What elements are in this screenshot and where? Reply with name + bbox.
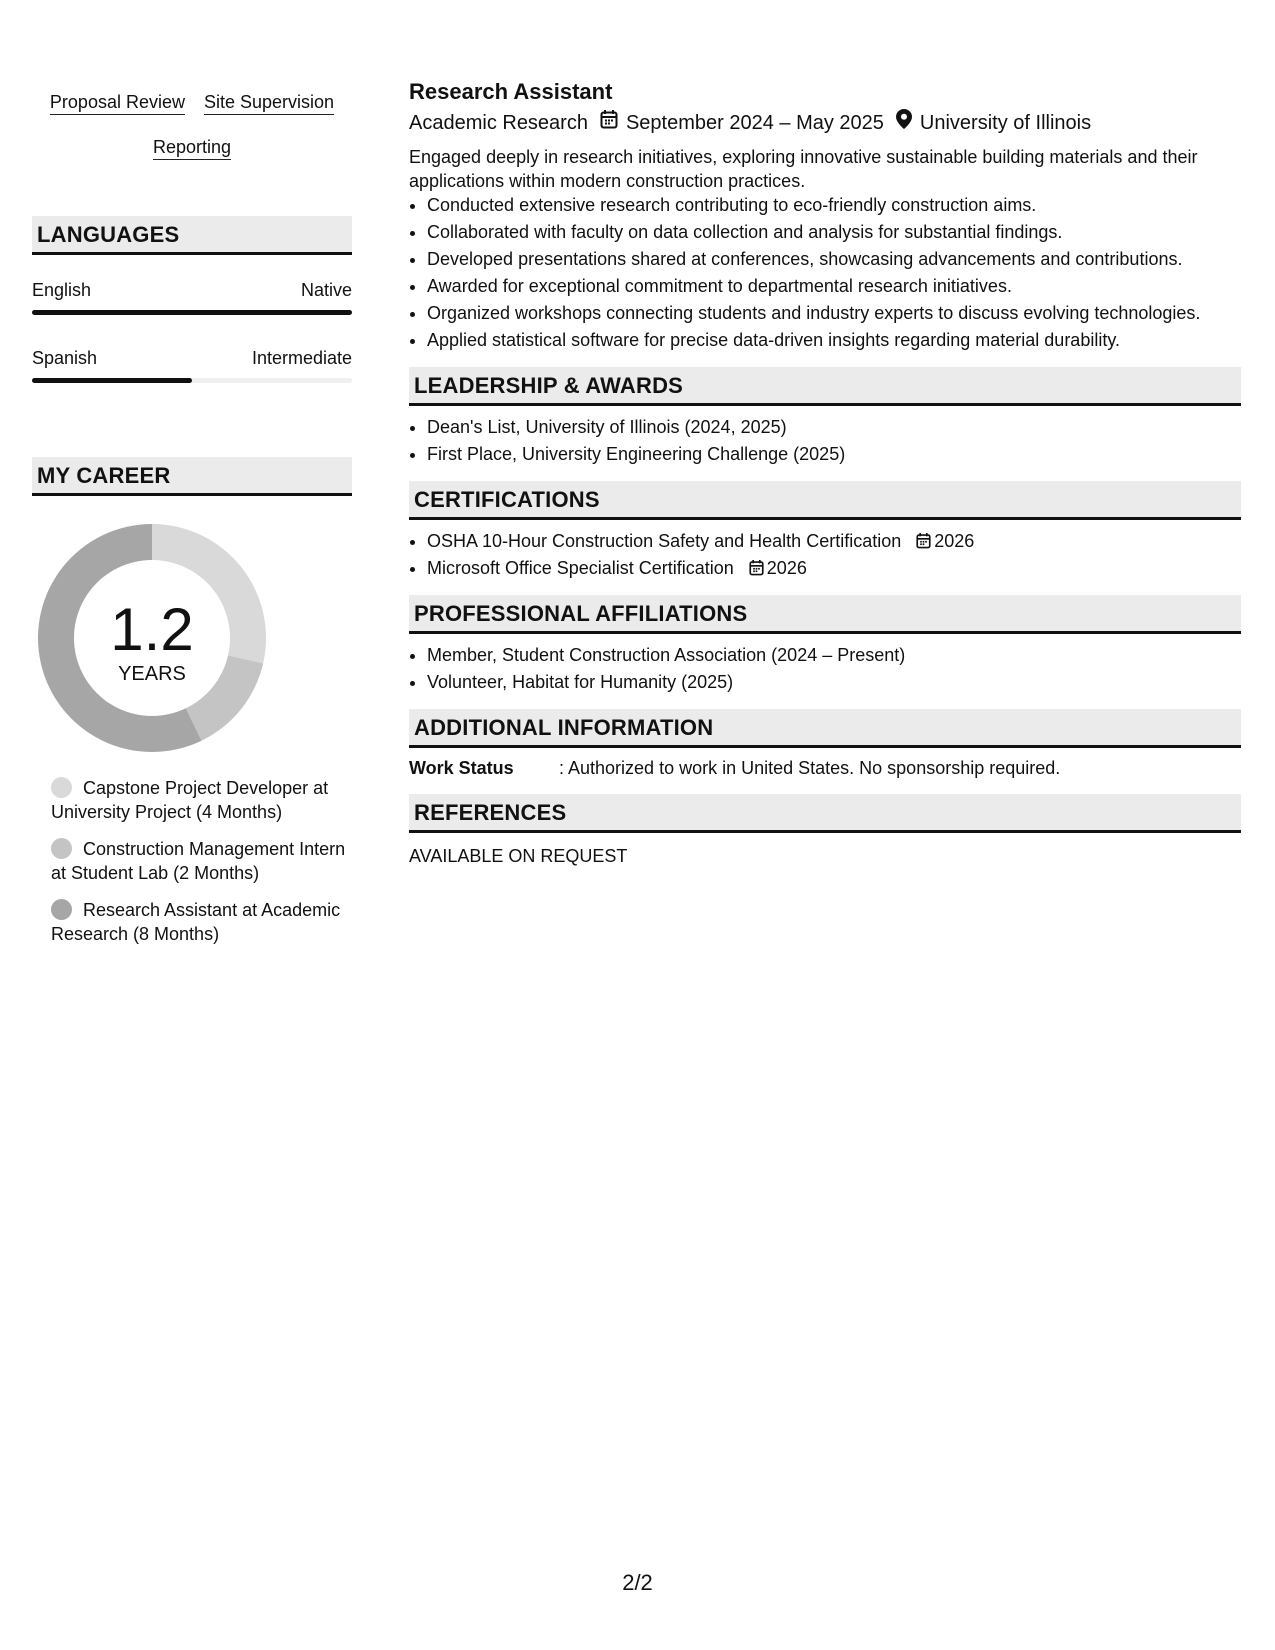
- career-total: 1.2: [110, 596, 194, 663]
- languages-section: [32, 216, 352, 383]
- section-heading: LANGUAGES: [32, 216, 352, 255]
- skill-tag: Reporting: [153, 135, 231, 160]
- legend-item: [32, 776, 352, 824]
- certifications-section: [409, 481, 1241, 580]
- list-item: • Collaborated with faculty on data collection and analysis for substantial findings.: [427, 220, 1241, 244]
- references-text: AVAILABLE ON REQUEST: [409, 846, 628, 866]
- list-item: [427, 556, 1241, 580]
- career-unit: YEARS: [118, 663, 186, 685]
- list-item: • Member, Student Construction Association (2024 – Present): [427, 643, 1241, 667]
- job-description: Engaged deeply in research initiatives, exploring innovative sustainable building materials and their applications within modern construction practices.: [409, 147, 1198, 191]
- job-title: Research Assistant: [409, 79, 613, 104]
- legend-dot: [51, 899, 72, 920]
- affiliations-section: [409, 595, 1241, 694]
- job-dates: September 2024 – May 2025: [625, 112, 884, 134]
- job-meta: [409, 109, 1241, 137]
- calendar-icon: [600, 109, 618, 137]
- list-item: • Conducted extensive research contributing to eco-friendly construction aims.: [427, 193, 1241, 217]
- map-pin-icon: [896, 109, 912, 137]
- list-item: • Volunteer, Habitat for Humanity (2025): [427, 670, 1241, 694]
- list-item: [427, 529, 1241, 553]
- experience-entry: [409, 78, 1241, 352]
- career-legend: [32, 776, 352, 946]
- list-item: • Awarded for exceptional commitment to departmental research initiatives.: [427, 274, 1241, 298]
- proficiency-bar-fill: [32, 310, 352, 315]
- legend-label: Research Assistant at Academic Research (8 Months): [51, 900, 341, 944]
- career-section: [32, 457, 352, 946]
- section-heading: ADDITIONAL INFORMATION: [409, 709, 1241, 748]
- certification-year: 2026: [934, 531, 975, 551]
- left-column: [32, 80, 352, 959]
- donut-center: [32, 518, 272, 758]
- language-item: [32, 347, 352, 383]
- legend-item: [32, 837, 352, 885]
- skills-tags: [32, 80, 352, 170]
- legend-item: [32, 898, 352, 946]
- right-column: [409, 78, 1241, 868]
- certification-year: 2026: [766, 558, 807, 578]
- language-item: [32, 279, 352, 315]
- career-donut-chart: [32, 518, 352, 758]
- proficiency-bar: [32, 310, 352, 315]
- list-item: • Applied statistical software for precise data-driven insights regarding material durability.: [427, 328, 1241, 352]
- legend-dot: [51, 838, 72, 859]
- section-heading: MY CAREER: [32, 457, 352, 496]
- language-name: Spanish: [32, 348, 98, 368]
- leadership-section: [409, 367, 1241, 466]
- calendar-icon: [916, 532, 931, 549]
- info-row: [409, 756, 1241, 780]
- info-label: Work Status: [409, 758, 514, 778]
- job-location: University of Illinois: [919, 112, 1092, 134]
- legend-label: Capstone Project Developer at University Project (4 Months): [51, 778, 329, 822]
- proficiency-bar: [32, 378, 352, 383]
- certification-name: OSHA 10-Hour Construction Safety and Health Certification: [427, 531, 902, 551]
- page-number: 2/2: [622, 1570, 653, 1595]
- company-name: Academic Research: [409, 112, 588, 134]
- language-level: Native: [300, 280, 352, 300]
- list-item: • Organized workshops connecting students and industry experts to discuss evolving technologies.: [427, 301, 1241, 325]
- list-item: • Dean's List, University of Illinois (2024, 2025): [427, 415, 1241, 439]
- info-value: : Authorized to work in United States. No sponsorship required.: [559, 758, 1061, 778]
- certification-name: Microsoft Office Specialist Certification: [427, 558, 734, 578]
- language-name: English: [32, 280, 92, 300]
- section-heading: LEADERSHIP & AWARDS: [409, 367, 1241, 406]
- calendar-icon: [749, 559, 764, 576]
- list-item: • First Place, University Engineering Challenge (2025): [427, 442, 1241, 466]
- language-level: Intermediate: [251, 348, 352, 368]
- list-item: • Developed presentations shared at conferences, showcasing advancements and contributions.: [427, 247, 1241, 271]
- legend-dot: [51, 777, 72, 798]
- section-heading: PROFESSIONAL AFFILIATIONS: [409, 595, 1241, 634]
- section-heading: REFERENCES: [409, 794, 1241, 833]
- additional-info-section: [409, 709, 1241, 780]
- skill-tag: Proposal Review: [50, 90, 185, 115]
- skill-tag: Site Supervision: [204, 90, 334, 115]
- certification-date: [749, 558, 807, 578]
- job-bullets: [409, 193, 1241, 352]
- proficiency-bar-fill: [32, 378, 192, 383]
- section-heading: CERTIFICATIONS: [409, 481, 1241, 520]
- legend-label: Construction Management Intern at Student Lab (2 Months): [51, 839, 346, 883]
- certification-date: [916, 531, 974, 551]
- references-section: [409, 794, 1241, 868]
